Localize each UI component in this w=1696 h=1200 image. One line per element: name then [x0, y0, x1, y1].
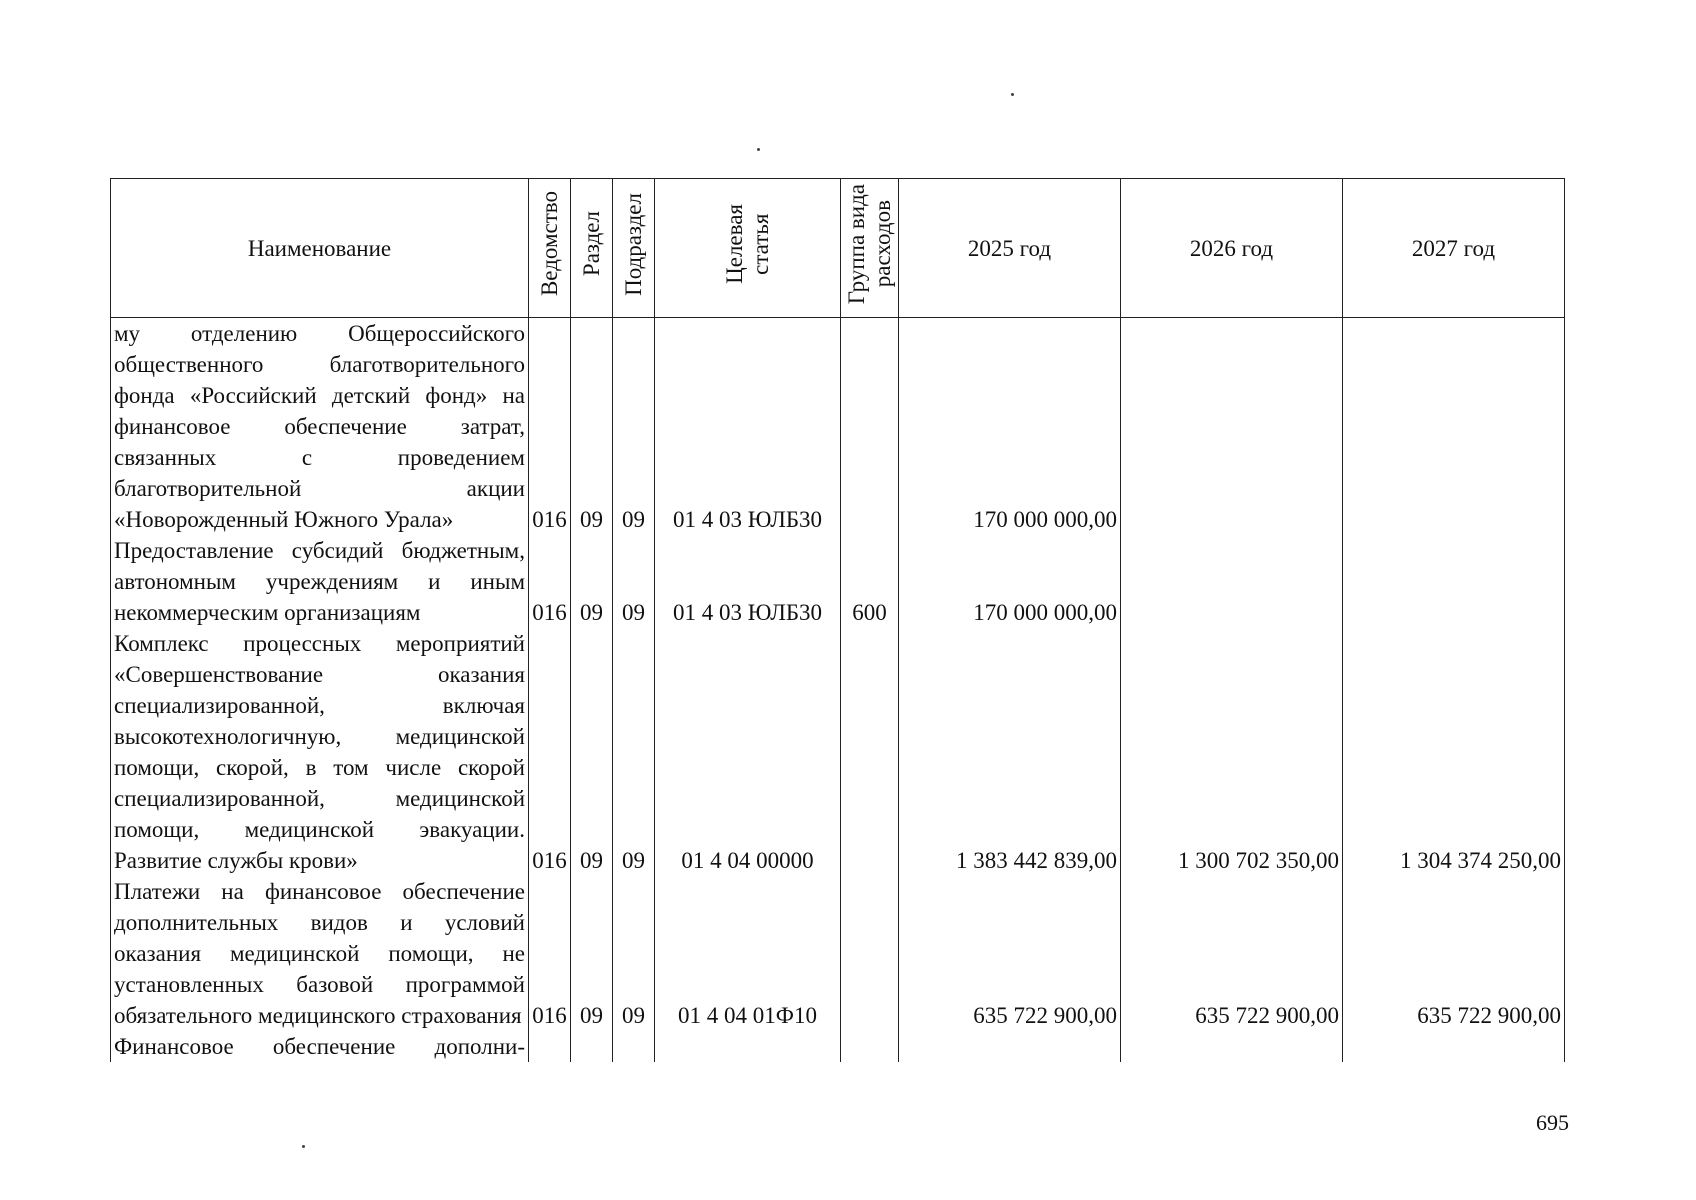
row-celevaya: 01 4 03 ЮЛБ30	[655, 318, 841, 536]
row-2026: 1 300 702 350,00	[1121, 628, 1343, 876]
row-vedomstvo: 016	[529, 628, 571, 876]
table-row	[111, 535, 1565, 628]
row-vedomstvo	[529, 1031, 571, 1062]
table-header-row	[111, 179, 1565, 318]
header-gruppa-line2: расходов	[869, 200, 895, 288]
table-row	[111, 318, 1565, 536]
row-podrazdel	[613, 1031, 655, 1062]
row-vedomstvo: 016	[529, 535, 571, 628]
scan-speck	[757, 148, 760, 151]
row-name: Предоставление субсидий бюджетным, автономным учреждениям и иным некоммерческим организациям	[114, 538, 525, 625]
row-2025: 1 383 442 839,00	[899, 628, 1121, 876]
header-celevaya-line1: Целевая	[721, 204, 747, 284]
row-name-cell	[111, 535, 529, 628]
row-podrazdel: 09	[613, 628, 655, 876]
header-celevaya-label	[722, 204, 774, 284]
row-name-cell	[111, 876, 529, 1031]
header-name-label: Наименование	[247, 235, 392, 261]
row-podrazdel: 09	[613, 318, 655, 536]
row-name: Финансовое обеспечение дополни-	[114, 1034, 525, 1059]
row-2026	[1121, 1031, 1343, 1062]
row-2025	[899, 1031, 1121, 1062]
row-name-cell	[111, 318, 529, 536]
header-name	[111, 179, 529, 318]
header-2026-label: 2026 год	[1189, 235, 1274, 261]
header-gruppa-label	[844, 184, 896, 304]
row-2027: 635 722 900,00	[1343, 876, 1565, 1031]
row-celevaya: 01 4 03 ЮЛБ30	[655, 535, 841, 628]
header-2026	[1121, 179, 1343, 318]
row-razdel	[571, 1031, 613, 1062]
page-number: 695	[1536, 1110, 1569, 1135]
row-2027	[1343, 318, 1565, 536]
row-celevaya: 01 4 04 01Ф10	[655, 876, 841, 1031]
header-razdel	[571, 179, 613, 318]
row-name-cell	[111, 1031, 529, 1062]
header-vedomstvo-label: Ведомство	[536, 191, 562, 297]
budget-table	[110, 178, 1565, 1062]
table-row	[111, 876, 1565, 1031]
header-vedomstvo	[529, 179, 571, 318]
row-2026	[1121, 535, 1343, 628]
row-gruppa	[841, 1031, 899, 1062]
row-2025: 170 000 000,00	[899, 318, 1121, 536]
row-celevaya	[655, 1031, 841, 1062]
scan-speck	[302, 1145, 305, 1148]
row-name: Комплекс процессных мероприятий «Совершенствование оказания специализированной, включая высокотехнологичную, медицинской помощи, скорой, в том числе скорой специализированной, медицинской помощи, медицинской эвакуации. Развитие службы крови»	[114, 631, 525, 873]
header-2027-label: 2027 год	[1411, 235, 1496, 261]
row-podrazdel: 09	[613, 876, 655, 1031]
header-gruppa-line1: Группа вида	[843, 183, 869, 305]
header-razdel-label: Раздел	[578, 211, 604, 277]
row-name: му отделению Общероссийского общественного благотворительного фонда «Российский детский фонд» на финансовое обеспечение затрат, связанных с проведением благотворительной акции «Новорожденный Южного Урала»	[114, 321, 525, 532]
header-2025	[899, 179, 1121, 318]
row-razdel: 09	[571, 535, 613, 628]
table-row	[111, 628, 1565, 876]
row-name: Платежи на финансовое обеспечение дополнительных видов и условий оказания медицинской помощи, не установленных базовой программой обязательного медицинского страхования	[114, 879, 525, 1028]
header-podrazdel-label: Подраздел	[620, 192, 646, 296]
row-vedomstvo: 016	[529, 876, 571, 1031]
row-2027: 1 304 374 250,00	[1343, 628, 1565, 876]
row-gruppa: 600	[841, 535, 899, 628]
header-celevaya	[655, 179, 841, 318]
row-vedomstvo: 016	[529, 318, 571, 536]
row-2025: 170 000 000,00	[899, 535, 1121, 628]
header-2025-label: 2025 год	[967, 235, 1052, 261]
header-gruppa	[841, 179, 899, 318]
row-razdel: 09	[571, 876, 613, 1031]
row-gruppa	[841, 318, 899, 536]
header-celevaya-line2: статья	[747, 213, 773, 275]
row-2025: 635 722 900,00	[899, 876, 1121, 1031]
row-2027	[1343, 1031, 1565, 1062]
row-razdel: 09	[571, 628, 613, 876]
table-row	[111, 1031, 1565, 1062]
row-2027	[1343, 535, 1565, 628]
row-2026: 635 722 900,00	[1121, 876, 1343, 1031]
row-podrazdel: 09	[613, 535, 655, 628]
header-2027	[1343, 179, 1565, 318]
scan-speck	[1011, 93, 1014, 96]
row-razdel: 09	[571, 318, 613, 536]
row-gruppa	[841, 628, 899, 876]
row-celevaya: 01 4 04 00000	[655, 628, 841, 876]
row-2026	[1121, 318, 1343, 536]
row-gruppa	[841, 876, 899, 1031]
header-podrazdel	[613, 179, 655, 318]
row-name-cell	[111, 628, 529, 876]
